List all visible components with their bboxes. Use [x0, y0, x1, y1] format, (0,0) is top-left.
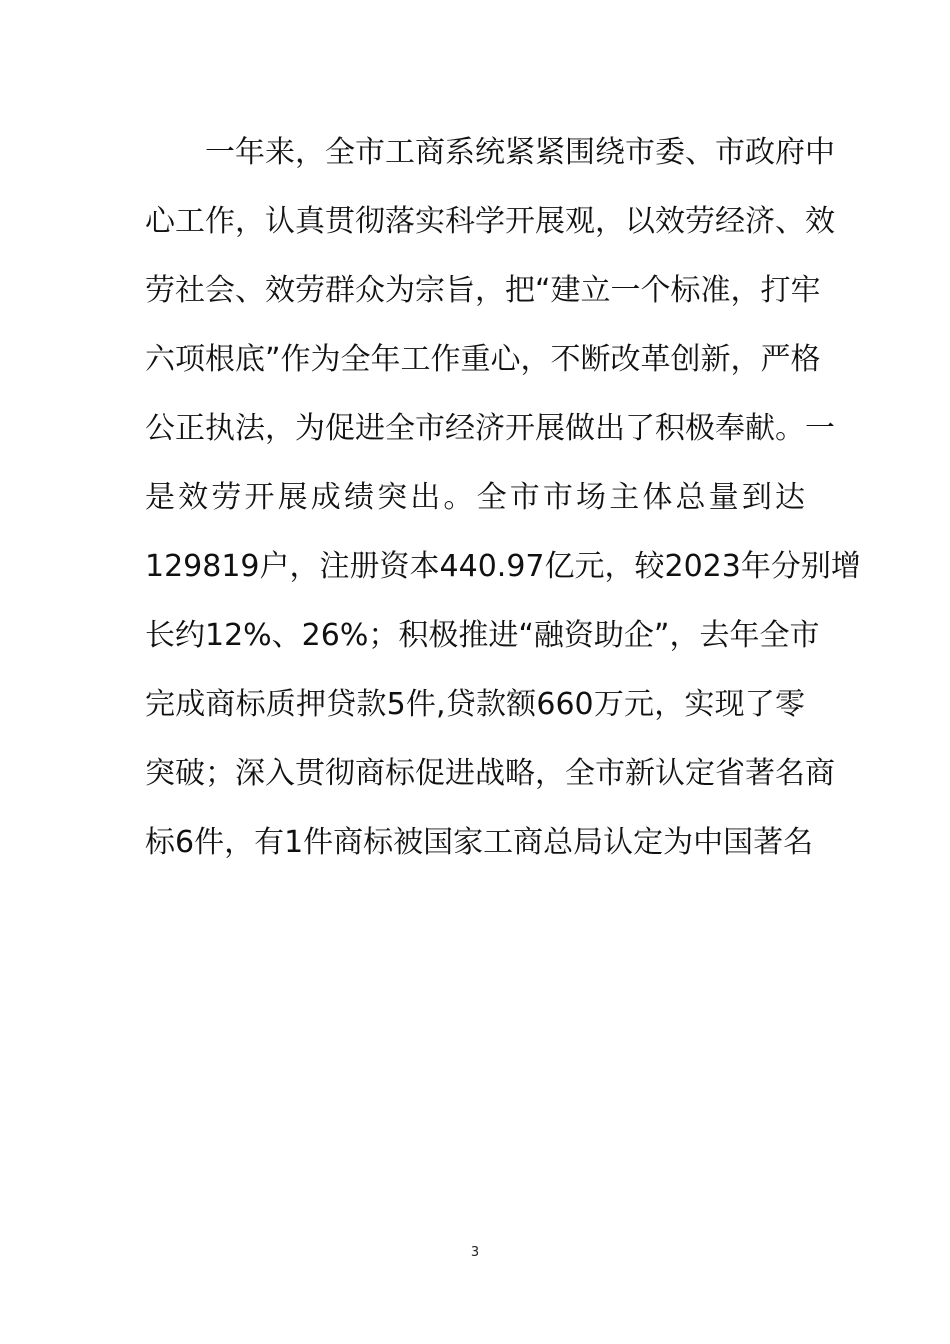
text-line-4: 六项根底”作为全年工作重心，不断改革创新，严格: [145, 342, 821, 377]
body-text: [145, 118, 861, 877]
text-line-10: 突破；深入贯彻商标促进战略，全市新认定省著名商: [145, 756, 835, 791]
page-number: 3: [470, 1245, 480, 1260]
text-line-8: 长约12%、26%；积极推进“融资助企”，去年全市: [145, 618, 820, 653]
text-line-3: 劳社会、效劳群众为宗旨，把“建立一个标准，打牢: [145, 273, 821, 308]
text-line-1: 一年来，全市工商系统紧紧围绕市委、市政府中: [205, 135, 835, 170]
text-line-6: 是效劳开展成绩突出。全市市场主体总量到达: [145, 480, 805, 515]
text-line-9: 完成商标质押贷款5件,贷款额660万元，实现了零: [145, 687, 805, 722]
text-line-7: 129819户，注册资本440.97亿元，较2023年分别增: [145, 549, 861, 584]
text-line-11: 标6件，有1件商标被国家工商总局认定为中国著名: [145, 825, 814, 860]
text-line-2: 心工作，认真贯彻落实科学开展观，以效劳经济、效: [145, 204, 835, 239]
text-line-5: 公正执法，为促进全市经济开展做出了积极奉献。一: [145, 411, 835, 446]
